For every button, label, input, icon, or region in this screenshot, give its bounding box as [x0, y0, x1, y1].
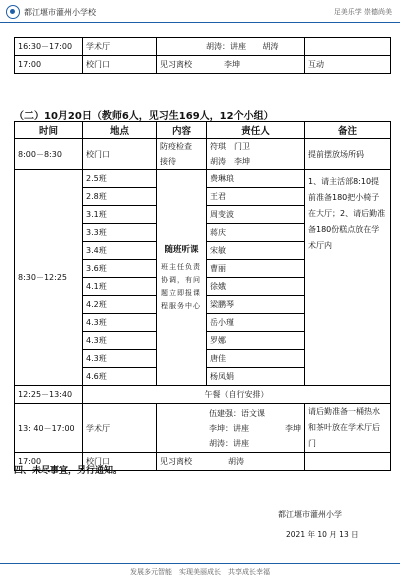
table-row — [15, 170, 391, 188]
table-row — [15, 404, 391, 453]
note-cell — [305, 38, 391, 56]
person-cell: 梁鹏琴 — [207, 296, 305, 314]
class-cell: 4.3班 — [83, 314, 157, 332]
section-title: （二）10月20日（教师6人，见习生169人，12个小组） — [14, 111, 274, 122]
class-cell: 2.5班 — [83, 170, 157, 188]
class-cell: 3.1班 — [83, 206, 157, 224]
content-cell: 胡涛：讲座 胡涛 — [157, 38, 305, 56]
place-cell: 校门口 — [83, 139, 157, 170]
notes-cell: 1、请主活部8:10提前准备180把小椅子在大厅；2、请后勤准备180份糕点放在学术厅内 — [305, 170, 391, 386]
time-cell: 12:25－13:40 — [15, 386, 83, 404]
content-cell: 伍建强：语文课 李坤：讲座 胡涛：讲座 李坤 — [157, 404, 305, 453]
note-cell: 请后勤准备一桶热水和茶叶放在学术厅后门 — [305, 404, 391, 453]
header-content: 内容 — [157, 122, 207, 139]
place-cell: 校门口 — [83, 453, 157, 471]
schedule-table-oct20 — [14, 121, 391, 471]
lunch-cell: 午餐（自行安排） — [83, 386, 391, 404]
class-cell: 3.3班 — [83, 224, 157, 242]
closing-notice: 四、未尽事宜，另行通知。 — [14, 466, 123, 476]
footer-divider — [0, 563, 400, 564]
person-cell: 蒋庆 — [207, 224, 305, 242]
class-cell: 4.2班 — [83, 296, 157, 314]
header-motto: 足美乐学 崇德尚美 — [333, 8, 392, 16]
content-cell: 防疫检查 接待 — [157, 139, 207, 170]
class-cell: 4.6班 — [83, 368, 157, 386]
person-cell: 唐佳 — [207, 350, 305, 368]
content-cell: 见习离校 李坤 — [157, 56, 305, 74]
person-cell: 周变波 — [207, 206, 305, 224]
time-cell: 17:00 — [15, 453, 83, 471]
table-row — [15, 56, 391, 74]
page-footer — [0, 563, 400, 581]
person-cell: 符琪 门卫 胡涛 李坤 — [207, 139, 305, 170]
note-cell: 提前摆放场所码 — [305, 139, 391, 170]
person-cell: 罗娜 — [207, 332, 305, 350]
note-cell — [305, 453, 391, 471]
person-cell: 徐娥 — [207, 278, 305, 296]
schedule-table-day1 — [14, 37, 391, 74]
header-place: 地点 — [83, 122, 157, 139]
person-cell: 曹丽 — [207, 260, 305, 278]
school-name: 都江堰市灌州小学校 — [24, 8, 96, 17]
table-row — [15, 38, 391, 56]
class-cell: 2.8班 — [83, 188, 157, 206]
header-note: 备注 — [305, 122, 391, 139]
signature-date: 2021 年 10 月 13 日 — [286, 530, 359, 539]
place-cell: 学术厅 — [83, 404, 157, 453]
place-cell: 校门口 — [83, 56, 157, 74]
person-cell: 岳小瑾 — [207, 314, 305, 332]
footer-slogan: 发展多元智能 实现美丽成长 共享成长幸福 — [130, 568, 270, 576]
content-cell: 见习离校 胡涛 — [157, 453, 305, 471]
time-cell: 13: 40－17:00 — [15, 404, 83, 453]
header-time: 时间 — [15, 122, 83, 139]
school-logo-icon — [6, 5, 20, 19]
class-cell: 3.6班 — [83, 260, 157, 278]
class-cell: 4.3班 — [83, 350, 157, 368]
class-cell: 4.1班 — [83, 278, 157, 296]
time-cell: 8:30－12:25 — [15, 170, 83, 386]
person-cell: 费琳琅 — [207, 170, 305, 188]
table-row — [15, 386, 391, 404]
place-cell: 学术厅 — [83, 38, 157, 56]
note-cell: 互动 — [305, 56, 391, 74]
page-header — [0, 0, 400, 26]
person-cell: 杨凤娟 — [207, 368, 305, 386]
listen-body: 班主任负责协调，有问题立即报课程服务中心 — [161, 262, 201, 310]
listen-title: 随班听课 — [164, 244, 199, 255]
table-header-row — [15, 122, 391, 139]
person-cell: 王君 — [207, 188, 305, 206]
class-cell: 3.4班 — [83, 242, 157, 260]
listen-cell — [157, 170, 207, 386]
class-cell: 4.3班 — [83, 332, 157, 350]
time-cell: 8:00－8:30 — [15, 139, 83, 170]
time-cell: 16:30－17:00 — [15, 38, 83, 56]
time-cell: 17:00 — [15, 56, 83, 74]
header-divider — [0, 22, 400, 23]
person-cell: 宋敏 — [207, 242, 305, 260]
table-row — [15, 139, 391, 170]
signature-org: 都江堰市灌州小学 — [278, 510, 342, 519]
header-person: 责任人 — [207, 122, 305, 139]
